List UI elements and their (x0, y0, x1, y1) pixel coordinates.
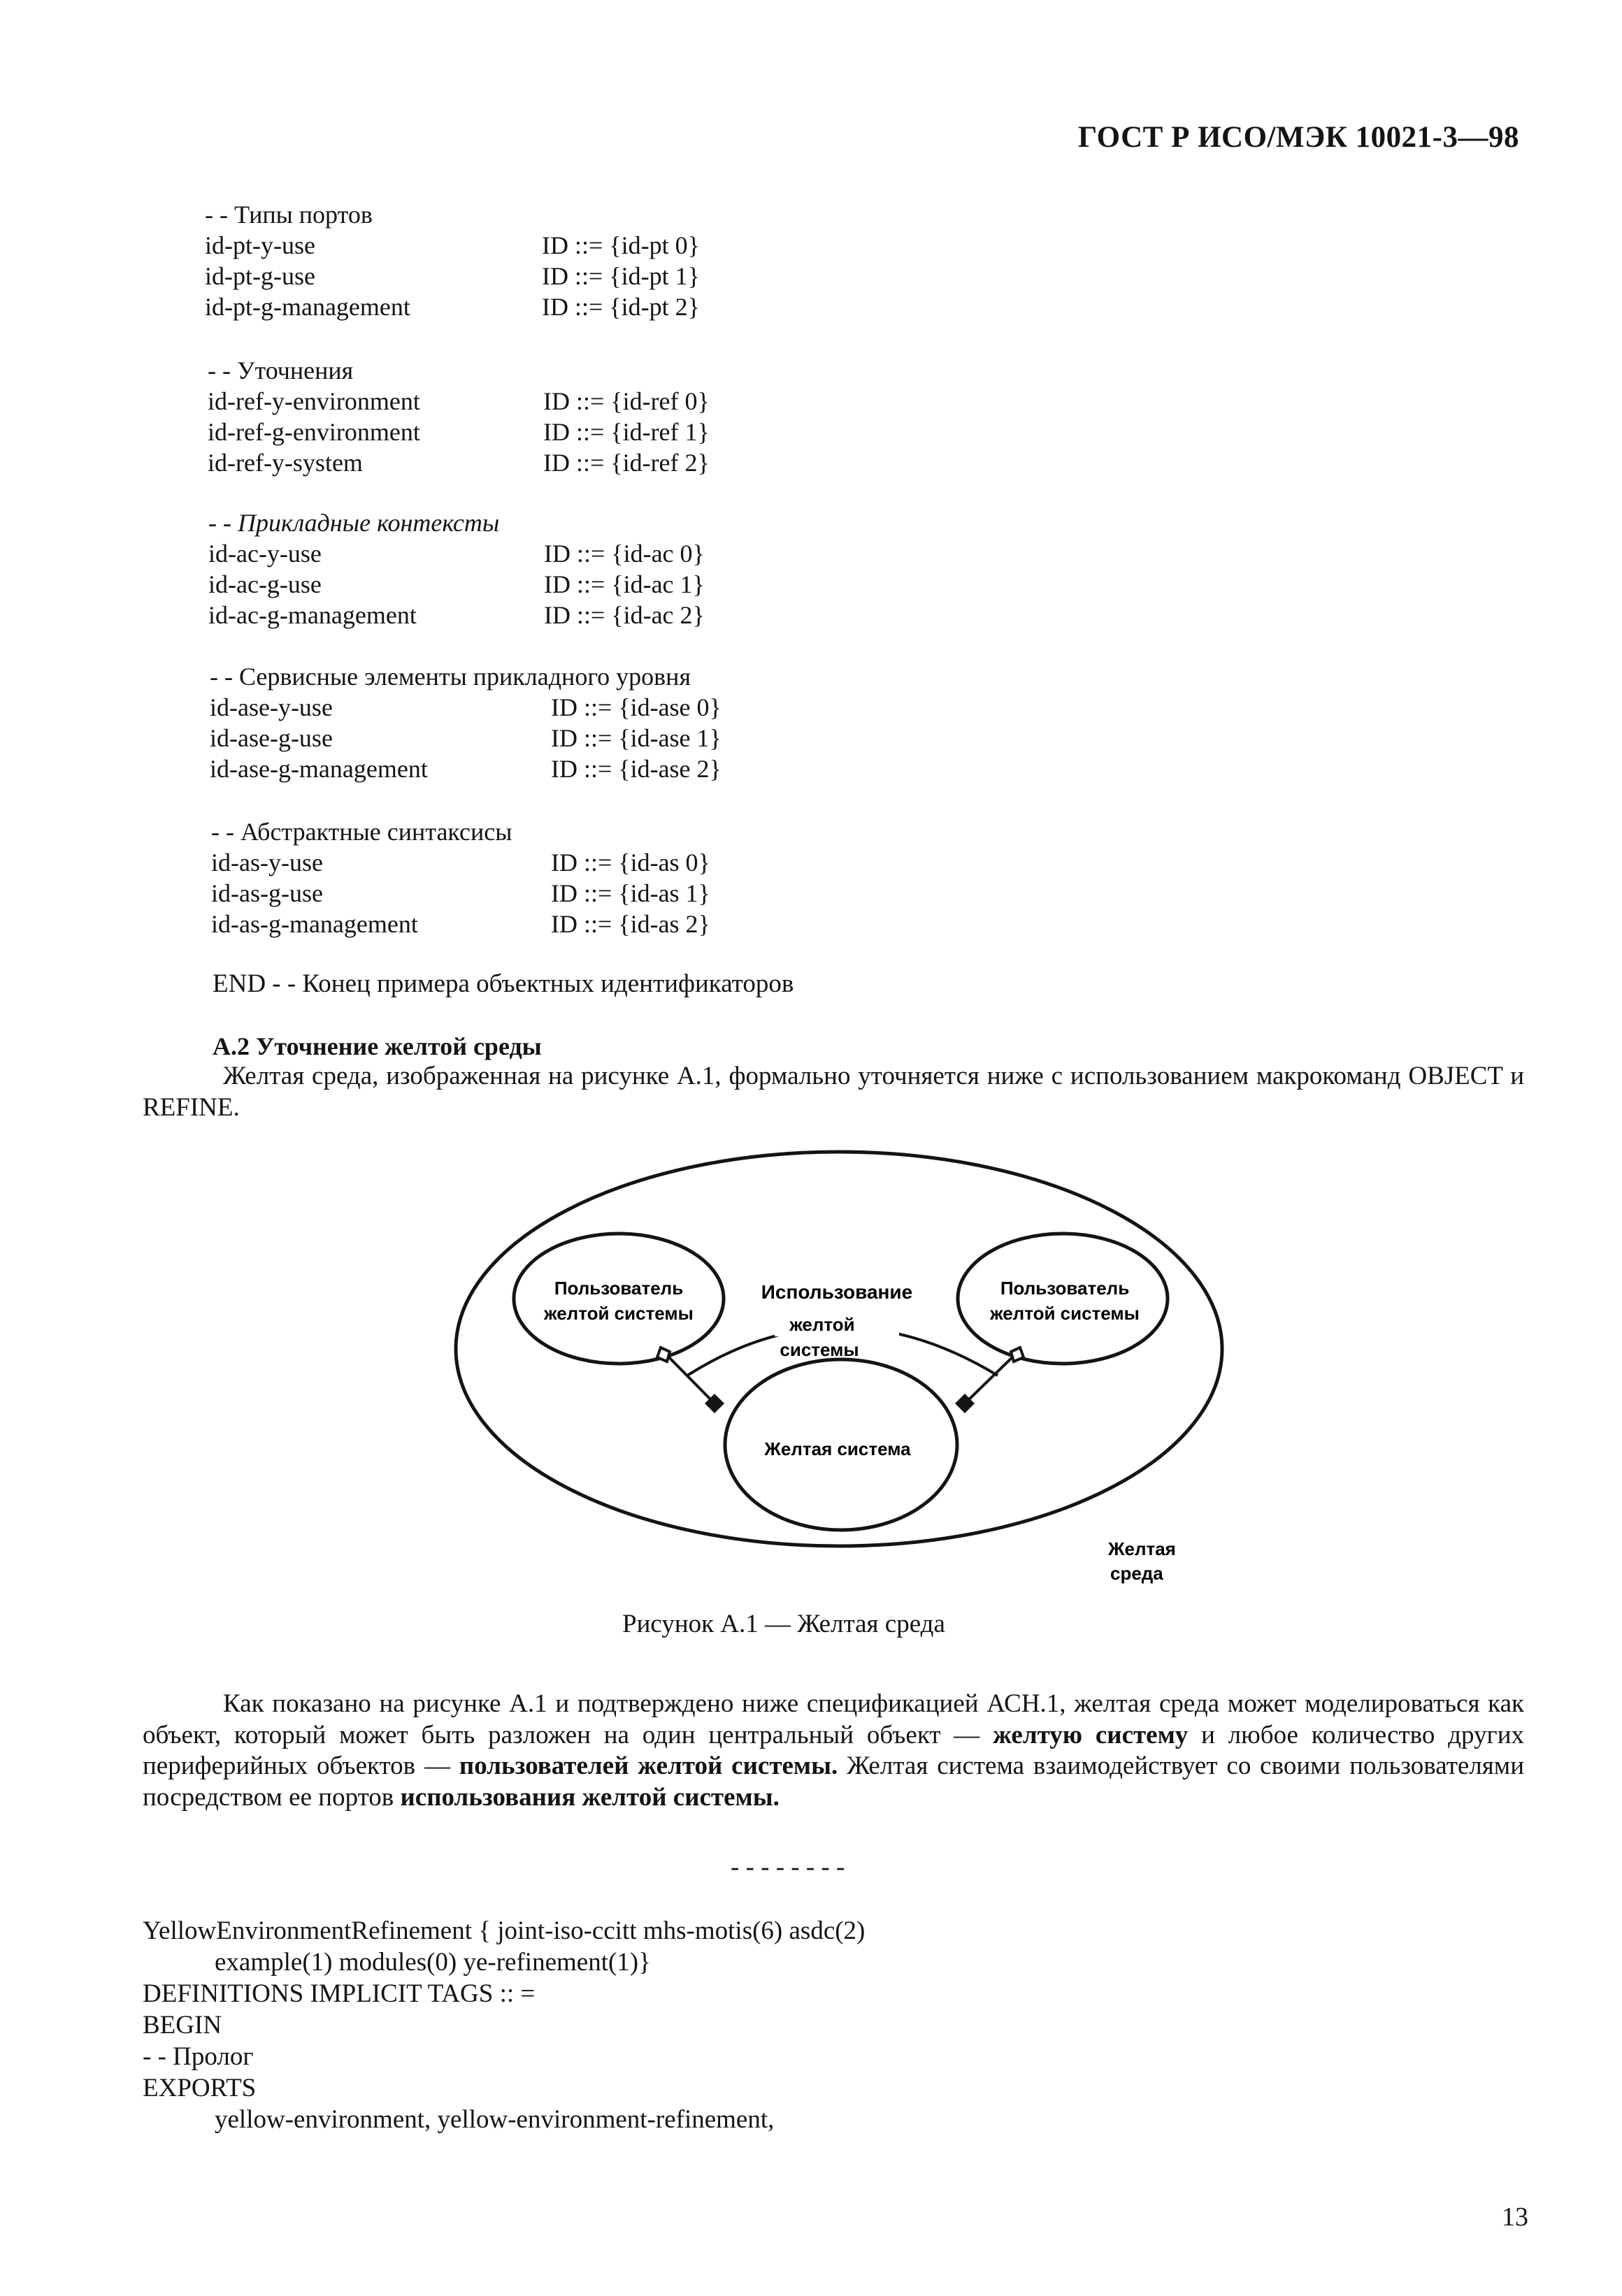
asn-row: id-ac-g-use ID ::= {id-ac 1} (208, 570, 705, 598)
asn-row: id-ref-y-system ID ::= {id-ref 2} (208, 449, 710, 477)
left-connector (666, 1355, 715, 1403)
yellow-environment-diagram (447, 1146, 1230, 1608)
asn-row: id-as-g-management ID ::= {id-as 2} (211, 910, 710, 938)
explanation-paragraph: Как показано на рисунке А.1 и подтверждено ниже спецификацией АСН.1, желтая среда может моделироваться как объект, который может быть разложен на один центральный объект — желтую систему и любое количество других периферийных объектов — пользователей желтой системы. Желтая система взаимодействует со своими пользователями посредством ее портов использования желтой системы. (143, 1689, 1524, 1812)
asn-row: id-pt-g-management ID ::= {id-pt 2} (205, 293, 700, 321)
asn-group-application-contexts (208, 507, 838, 630)
group-comment: - - Сервисные элементы прикладного уровня (210, 663, 691, 691)
asn-row: id-as-g-use ID ::= {id-as 1} (211, 879, 710, 907)
yellow-system-label: Желтая система (764, 1438, 911, 1459)
left-user-label-1: Пользователь (554, 1278, 684, 1299)
group-comment: - - Типы портов (205, 201, 373, 229)
figure-caption: Рисунок А.1 — Желтая среда (622, 1610, 945, 1638)
asn-group-abstract-syntaxes (211, 816, 840, 939)
right-user-label-1: Пользователь (1000, 1278, 1130, 1299)
asn-row: id-ase-g-management ID ::= {id-ase 2} (210, 755, 722, 783)
usage-label-2: желтой (789, 1314, 855, 1335)
asn-row: id-pt-g-use ID ::= {id-pt 1} (205, 262, 700, 290)
asn-group-ase (210, 661, 909, 784)
asn-row: id-ref-g-environment ID ::= {id-ref 1} (208, 418, 710, 446)
document-header: ГОСТ Р ИСО/МЭК 10021-3—98 (1077, 121, 1519, 154)
asn-group-refinements (208, 355, 837, 478)
left-user-label-2: желтой системы (544, 1303, 694, 1324)
right-user-port (1011, 1348, 1024, 1362)
section-paragraph: Желтая среда, изображенная на рисунке А.1, формально уточняется ниже с использованием макрокоманд OBJECT и REFINE. (143, 1062, 1524, 1122)
usage-label-1: Использование (761, 1281, 913, 1303)
code-line: yellow-environment, yellow-environment-refinement, (215, 2105, 775, 2134)
code-line: BEGIN (143, 2011, 222, 2039)
asn-row: id-pt-y-use ID ::= {id-pt 0} (205, 231, 700, 259)
asn-group-port-types (205, 199, 834, 322)
asn-row: id-ase-y-use ID ::= {id-ase 0} (210, 693, 722, 721)
separator: - - - - - - - - (731, 1853, 845, 1882)
left-user-port (657, 1348, 670, 1362)
asn-row: id-ref-y-environment ID ::= {id-ref 0} (208, 387, 710, 415)
asn-module-header (143, 1915, 1191, 2135)
asn-row: id-ac-y-use ID ::= {id-ac 0} (208, 540, 705, 568)
yellow-environment-label-1: Желтая (1108, 1538, 1176, 1559)
asn-row: id-ase-g-use ID ::= {id-ase 1} (210, 724, 722, 752)
code-line: example(1) modules(0) ye-refinement(1)} (215, 1948, 651, 1977)
section-heading: А.2 Уточнение желтой среды (213, 1032, 542, 1060)
group-comment: - - Прикладные контексты (208, 509, 500, 537)
left-user-ellipse (514, 1234, 724, 1364)
yellow-environment-label-2: среда (1110, 1563, 1163, 1584)
page-number: 13 (1502, 2202, 1528, 2232)
end-line: END - - Конец примера объектных идентификаторов (213, 969, 794, 998)
asn-row: id-ac-g-management ID ::= {id-ac 2} (208, 601, 705, 629)
code-line: DEFINITIONS IMPLICIT TAGS :: = (143, 1979, 536, 2008)
right-user-label-2: желтой системы (990, 1303, 1140, 1324)
code-line: EXPORTS (143, 2074, 257, 2102)
right-user-ellipse (958, 1234, 1168, 1364)
code-line: YellowEnvironmentRefinement { joint-iso-ccitt mhs-motis(6) asdc(2) (143, 1916, 866, 1945)
asn-row: id-as-y-use ID ::= {id-as 0} (211, 849, 710, 876)
usage-label-3: системы (780, 1339, 859, 1360)
group-comment: - - Абстрактные синтаксисы (211, 818, 512, 846)
code-line: - - Пролог (143, 2042, 254, 2071)
group-comment: - - Уточнения (208, 356, 354, 384)
